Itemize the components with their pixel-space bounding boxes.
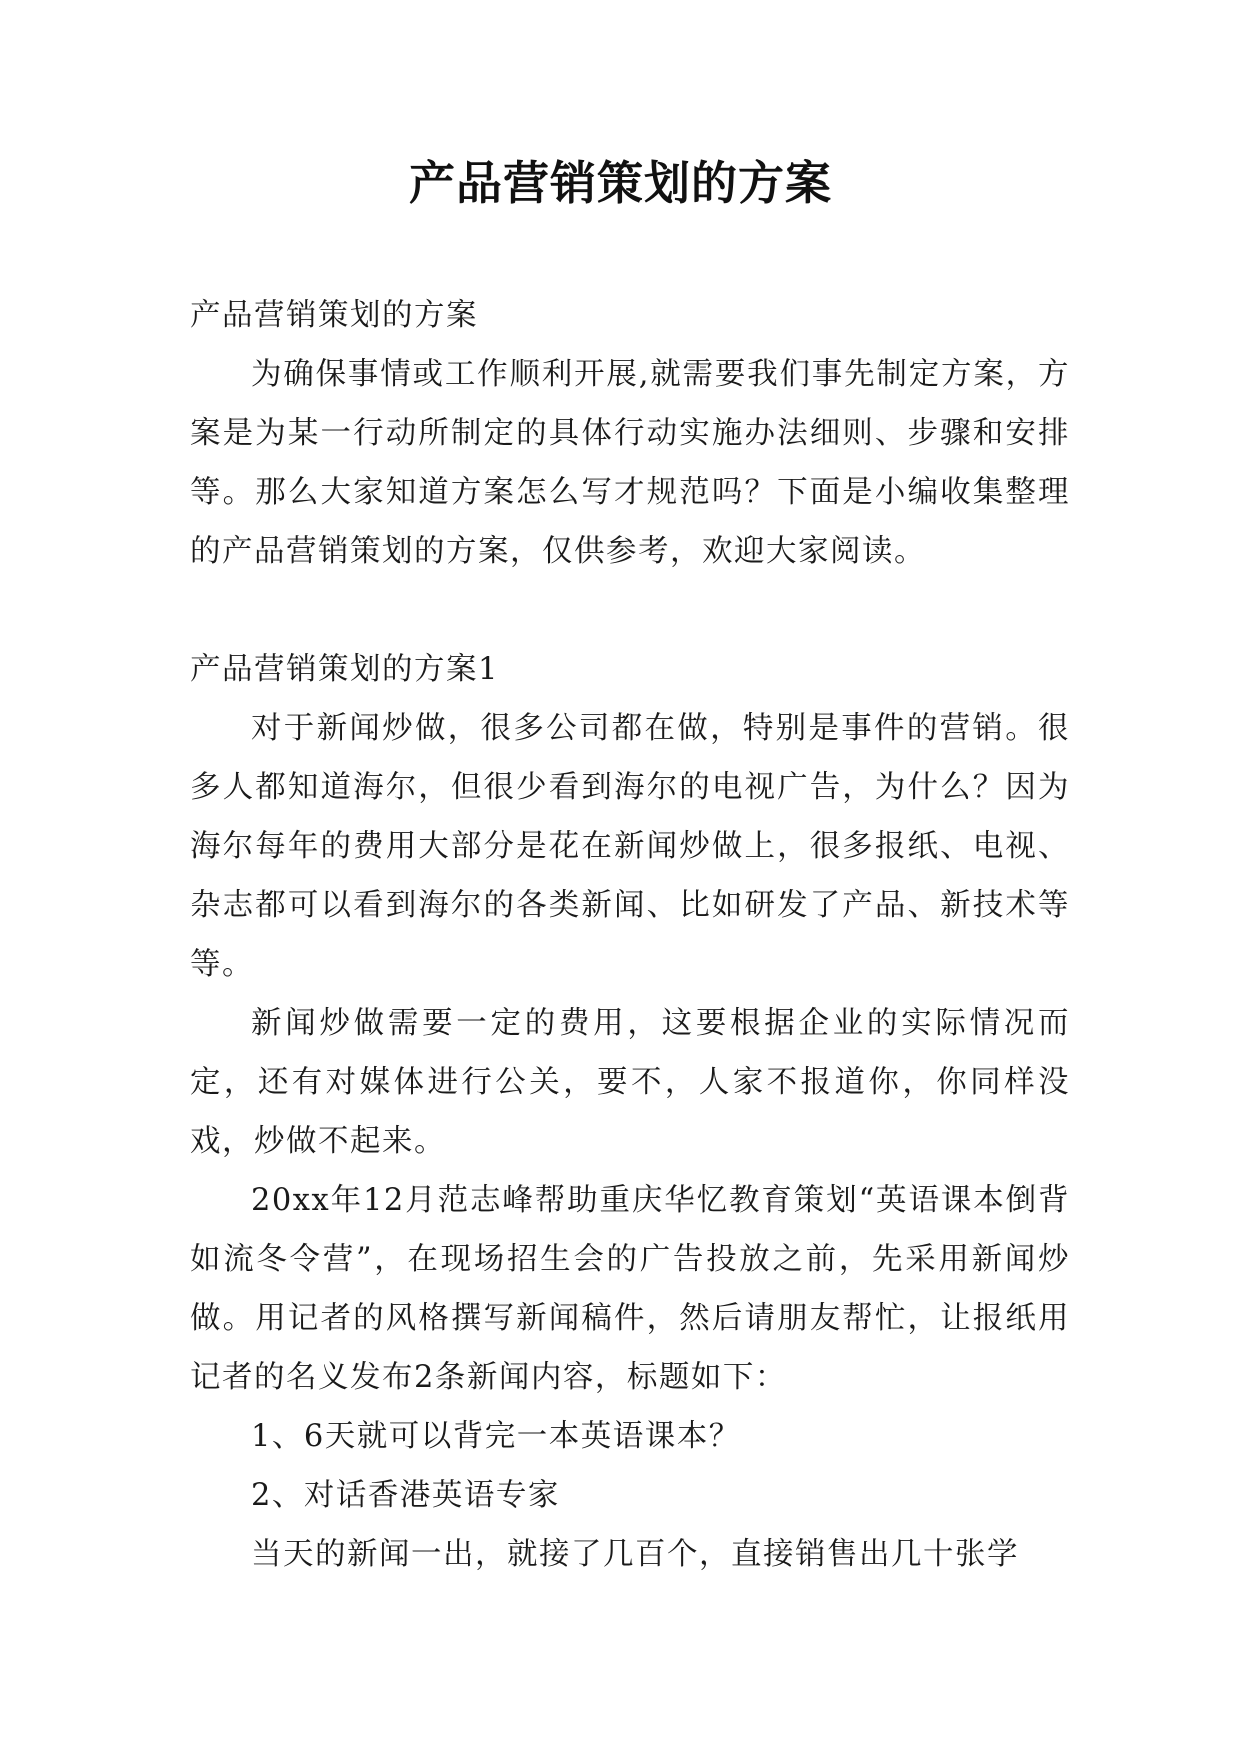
document-title: 产品营销策划的方案 xyxy=(409,156,832,210)
section-heading-intro: 产品营销策划的方案 xyxy=(190,298,478,333)
document-body xyxy=(190,286,1070,1584)
body-paragraph: 新闻炒做需要一定的费用，这要根据企业的实际情况而定，还有对媒体进行公关，要不，人家不报道你，你同样没戏，炒做不起来。 xyxy=(190,1006,1070,1159)
list-item: 2、对话香港英语专家 xyxy=(251,1478,560,1513)
intro-paragraph: 为确保事情或工作顺利开展,就需要我们事先制定方案，方案是为某一行动所制定的具体行动实施办法细则、步骤和安排等。那么大家知道方案怎么写才规范吗？下面是小编收集整理的产品营销策划的方案，仅供参考，欢迎大家阅读。 xyxy=(190,357,1070,569)
body-paragraph: 对于新闻炒做，很多公司都在做，特别是事件的营销。很多人都知道海尔，但很少看到海尔的电视广告，为什么？因为海尔每年的费用大部分是花在新闻炒做上，很多报纸、电视、杂志都可以看到海尔的各类新闻、比如研发了产品、新技术等等。 xyxy=(190,711,1070,982)
list-item: 1、6天就可以背完一本英语课本？ xyxy=(251,1419,741,1454)
body-paragraph: 20xx年12月范志峰帮助重庆华忆教育策划“英语课本倒背如流冬令营”，在现场招生会的广告投放之前，先采用新闻炒做。用记者的风格撰写新闻稿件，然后请朋友帮忙，让报纸用记者的名义发布2条新闻内容，标题如下： xyxy=(190,1183,1070,1395)
section-heading-1: 产品营销策划的方案1 xyxy=(190,652,499,687)
paragraph-spacer xyxy=(190,581,1070,640)
body-paragraph: 当天的新闻一出，就接了几百个，直接销售出几十张学 xyxy=(251,1537,1019,1572)
